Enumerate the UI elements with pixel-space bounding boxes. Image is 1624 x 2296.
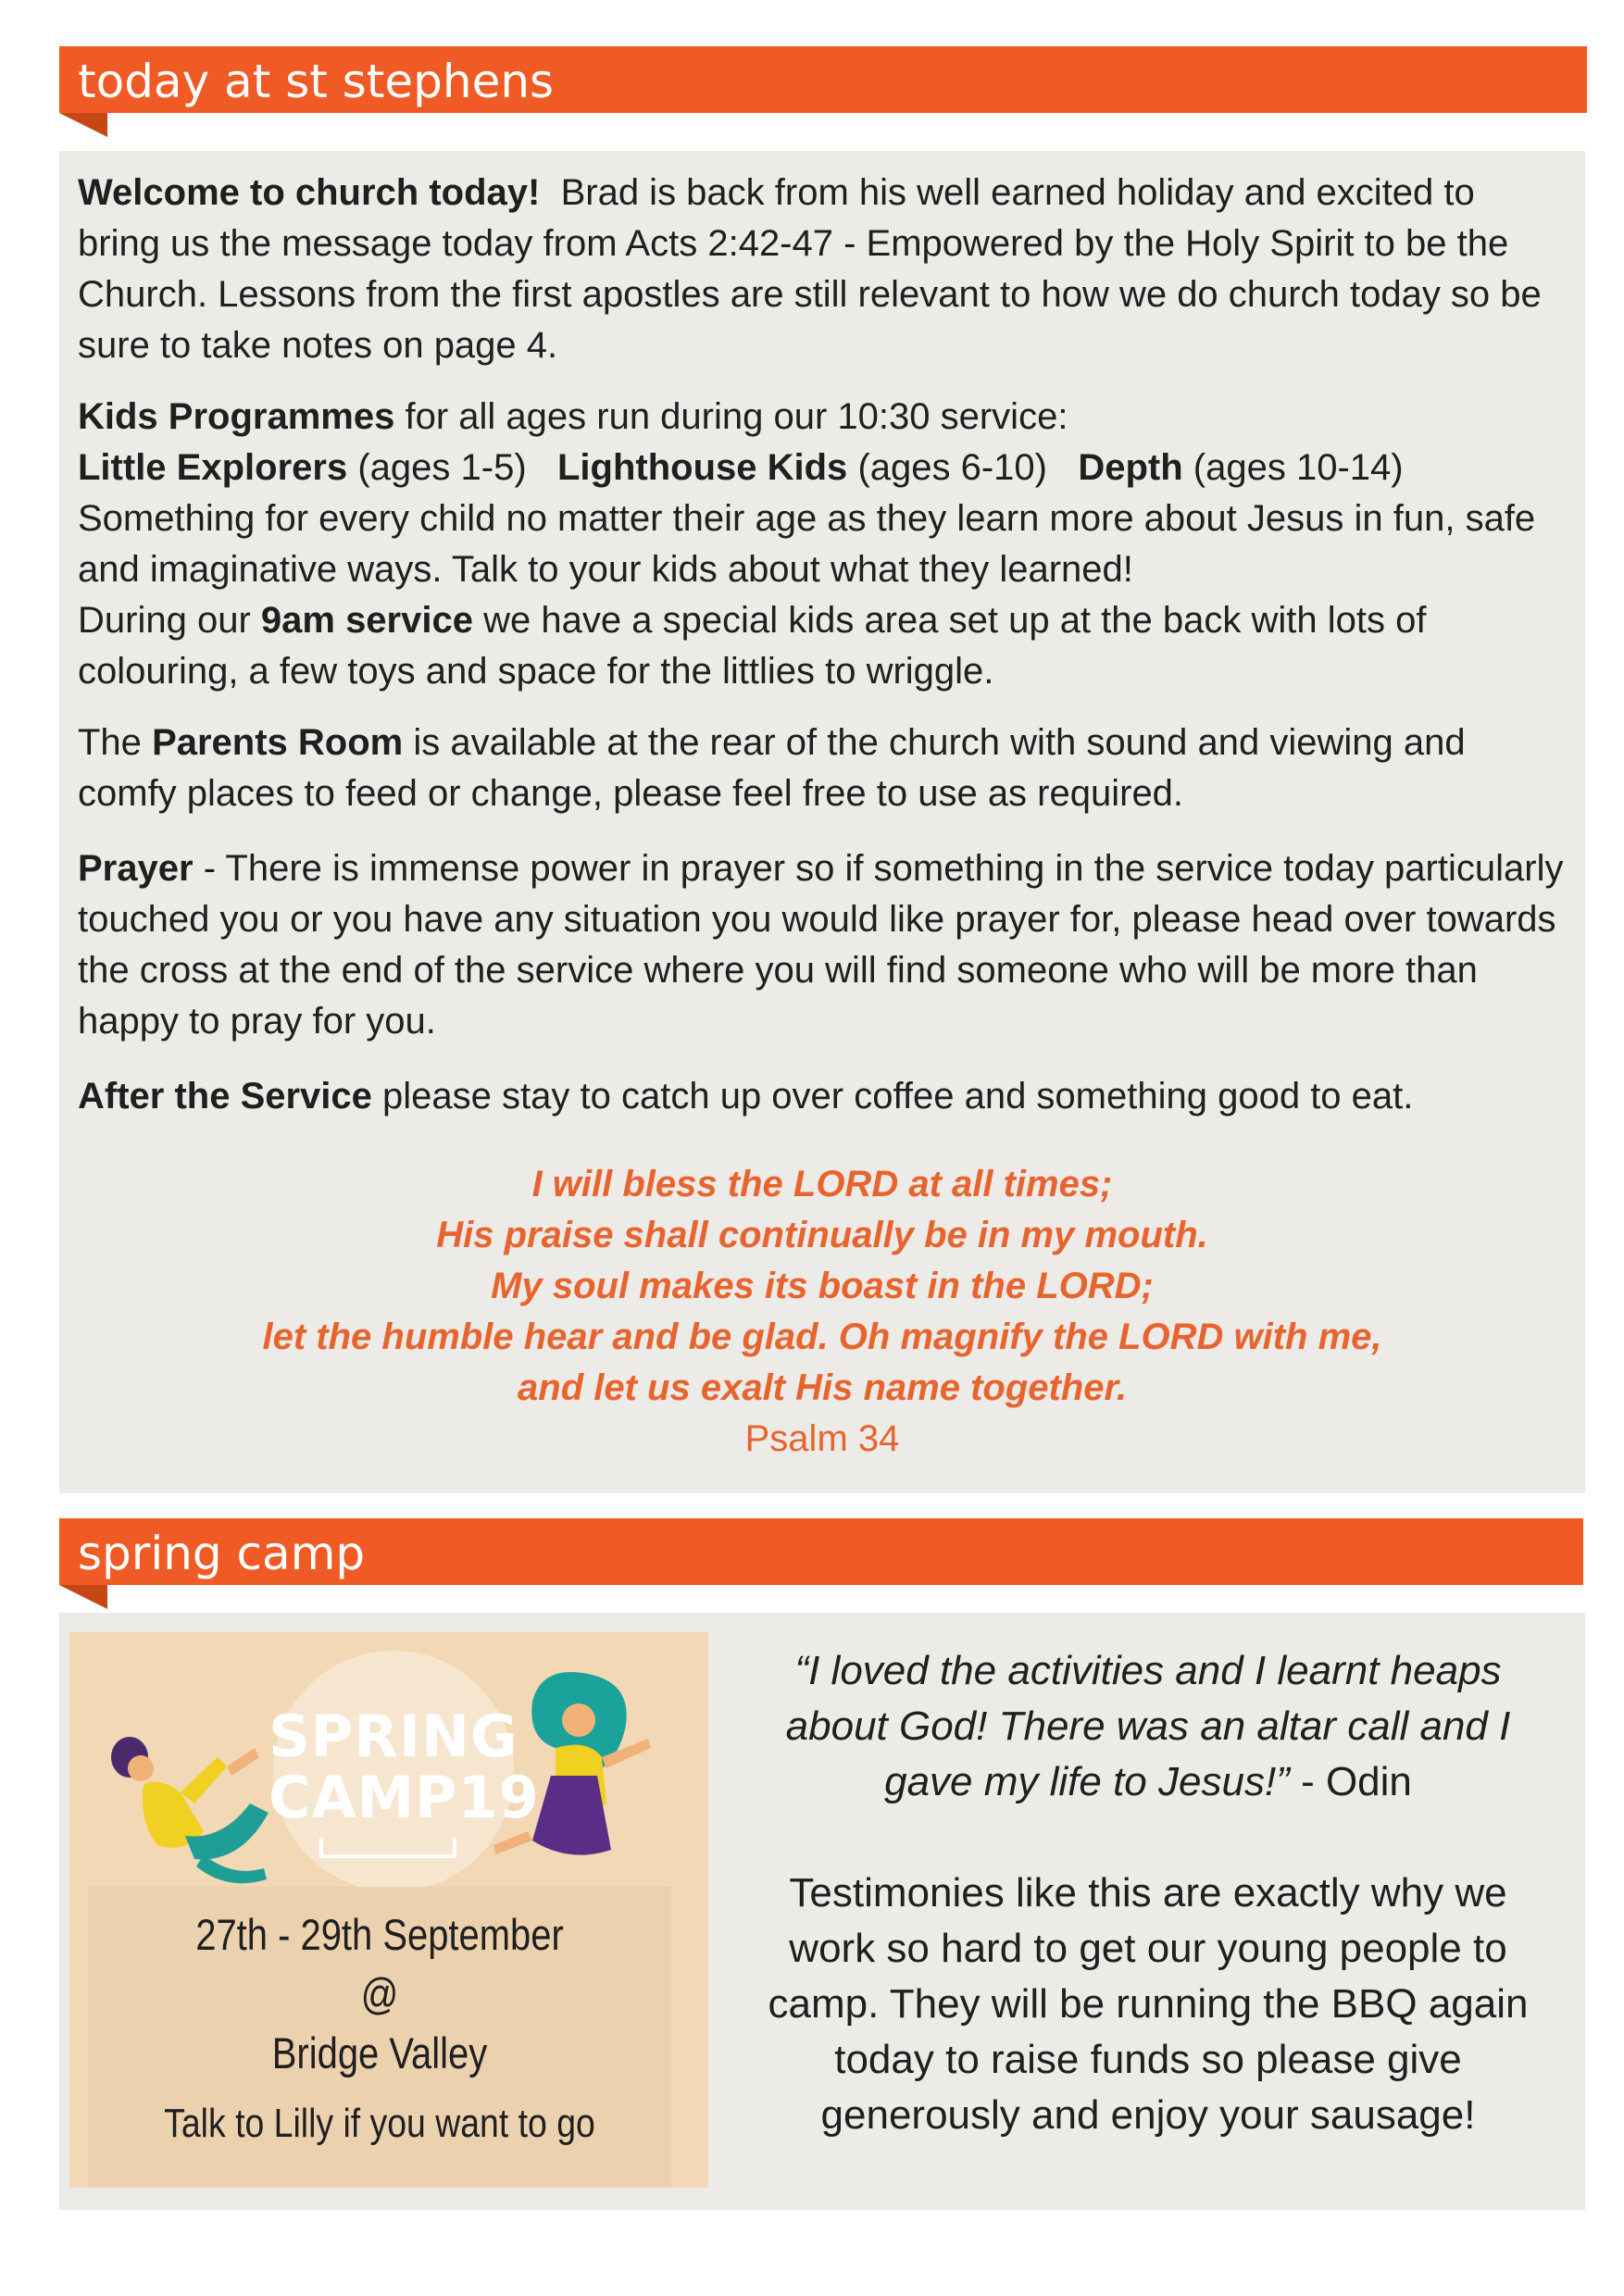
parents-prefix: The: [78, 722, 142, 763]
after-paragraph: [78, 1071, 1567, 1122]
verse-line: and let us exalt His name together.: [518, 1367, 1127, 1408]
poster-title-line: SPRING: [269, 1703, 518, 1770]
header-tab-decoration: [59, 1585, 107, 1609]
quote-text: “I loved the activities and I learnt heaps about God! There was an altar call and I gave my life to Jesus!”: [785, 1648, 1511, 1804]
prayer-body: - There is immense power in prayer so if something in the service today particularly touched you or you have any situation you would like prayer for, please head over towards the cross at the end of the service where you will find someone who will be more than happy to pray for you.: [78, 848, 1564, 1042]
welcome-lead: Welcome to church today!: [78, 172, 541, 213]
kids-group-name: Little Explorers: [78, 447, 348, 488]
poster-at: @: [360, 1969, 399, 2018]
kids-lead: Kids Programmes: [78, 396, 395, 437]
kids-group-ages: (ages 6-10): [857, 447, 1047, 488]
psalm-verse: [78, 1159, 1567, 1465]
kids-group-ages: (ages 1-5): [357, 447, 527, 488]
verse-line: I will bless the LORD at all times;: [531, 1164, 1113, 1204]
kids-intro: for all ages run during our 10:30 service:: [405, 396, 1068, 437]
service-bold: 9am service: [260, 600, 473, 641]
kids-groups: [78, 443, 1567, 493]
poster-dates: 27th - 29th September: [195, 1910, 564, 1959]
section-header-today: [59, 46, 1587, 113]
service-note: [78, 595, 1567, 697]
kids-group-name: Depth: [1078, 447, 1183, 488]
section-header-camp: [59, 1518, 1583, 1585]
verse-reference: Psalm 34: [744, 1418, 900, 1459]
verse-line: My soul makes its boast in the LORD;: [491, 1266, 1154, 1306]
verse-line: His praise shall continually be in my mouth.: [436, 1215, 1208, 1255]
kids-group-ages: (ages 10-14): [1193, 447, 1404, 488]
kids-paragraph: [78, 392, 1567, 697]
quote-author: - Odin: [1301, 1759, 1412, 1804]
poster-contact: Talk to Lilly if you want to go: [164, 2101, 595, 2146]
prayer-paragraph: [78, 843, 1567, 1047]
poster-location: Bridge Valley: [271, 2028, 488, 2078]
parents-body: is available at the rear of the church with sound and viewing and comfy places to feed or change, please feel free to use as required.: [78, 722, 1466, 814]
header-tab-decoration: [59, 113, 107, 137]
camp-testimony: Testimonies like this are exactly why we work so hard to get our young people to camp. They will be running the BBQ again today to raise funds so please give generously and enjoy your sausage!: [768, 1870, 1529, 2138]
kids-group-name: Lighthouse Kids: [556, 447, 848, 488]
prayer-lead: Prayer: [78, 848, 194, 889]
kids-body: Something for every child no matter their age as they learn more about Jesus in fun, safe and imaginative ways. Talk to your kids about what they learned!: [78, 498, 1536, 590]
poster-title-bracket: [319, 1838, 456, 1858]
parents-bold: Parents Room: [152, 722, 404, 763]
after-body: please stay to catch up over coffee and something good to eat.: [382, 1076, 1414, 1117]
service-body: we have a special kids area set up at the back with lots of colouring, a few toys and space for the littlies to wriggle.: [78, 600, 1427, 692]
poster-title: [269, 1703, 540, 1831]
section-title-today: today at st stephens: [78, 55, 555, 108]
welcome-body: Brad is back from his well earned holiday and excited to bring us the message today from Acts 2:42-47 - Empowered by the Holy Spirit to be the Church. Lessons from the first apostles are still relevant to how we do church today so be sure to take notes on page 4.: [78, 172, 1542, 366]
poster-title-line: CAMP19: [269, 1764, 540, 1831]
section-title-camp: spring camp: [78, 1527, 366, 1580]
spring-camp-poster: [69, 1632, 708, 2188]
today-panel: [59, 151, 1585, 1493]
camp-quote: [741, 1643, 1555, 1810]
welcome-paragraph: [78, 168, 1567, 371]
service-prefix: During our: [78, 600, 251, 641]
parents-paragraph: [78, 718, 1567, 819]
verse-line: let the humble hear and be glad. Oh magnify the LORD with me,: [262, 1316, 1382, 1357]
after-lead: After the Service: [78, 1076, 372, 1117]
poster-info: [88, 1887, 671, 2188]
